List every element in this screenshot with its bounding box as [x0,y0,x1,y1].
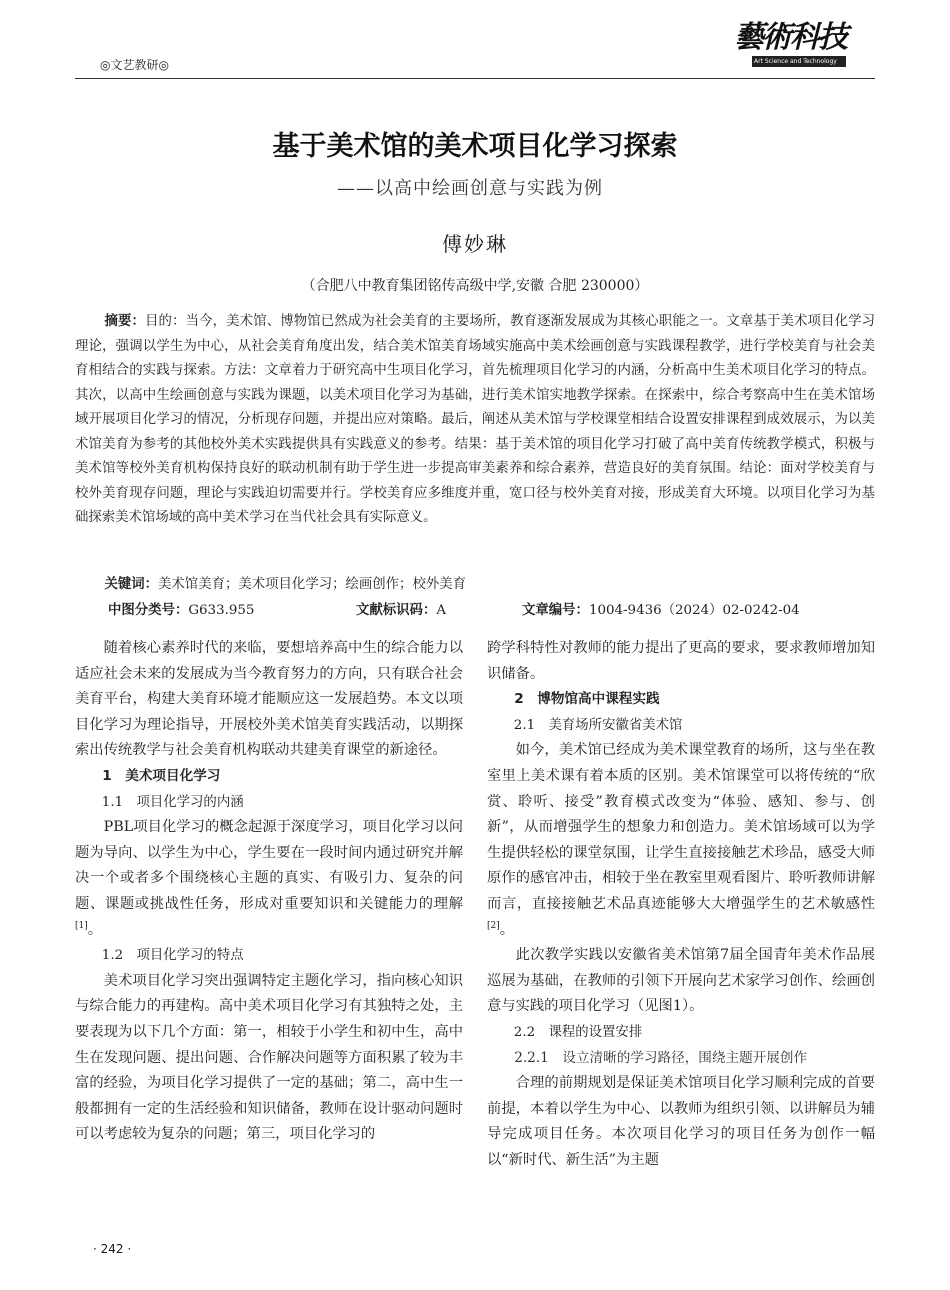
citation: [1] [75,920,88,931]
section-heading: 1 美术项目化学习 [102,767,221,784]
header-divider [75,78,875,79]
paragraph: 随着核心素养时代的来临，要想培养高中生的综合能力以适应社会未来的发展成为当今教育努力的方向，只有联合社会美育平台，构建大美育环境才能顺应这一发展趋势。本文以项目化学习为理论指导，开展校外美术馆美育实践活动，以期探索出传统教学与社会美育机构联动共建美育课堂的新途径。 [75,640,463,759]
journal-logo [734,22,846,70]
keywords [75,573,875,592]
clc-label: 中图分类号： [108,603,189,618]
clc-value: G633.955 [188,603,255,618]
section-heading: 2 博物馆高中课程实践 [514,691,660,708]
paragraph-text: PBL项目化学习的概念起源于深度学习，项目化学习以问题为导向、以学生为中心，学生要在一段时间内通过研究并解决一个或者多个围绕核心主题的真实、有吸引力、复杂的问题、课题或挑战性任务，形成对重要知识和关键能力的理解 [75,819,463,912]
document-code [356,599,446,618]
clc-number [108,599,254,618]
article-number-label: 文章编号： [522,603,589,618]
author-name: 傅妙琳 [442,232,508,256]
paragraph-text: 如今，美术馆已经成为美术课堂教育的场所，这与坐在教室里上美术课有着本质的区别。美术馆课堂可以将传统的“欣赏、聆听、接受”教育模式改变为“体验、感知、参与、创新”，从而增强学生的想象力和创造力。美术馆场域可以为学生提供轻松的课堂氛围，让学生直接接触艺术珍品，感受大师原作的感官冲击，相较于坐在教室里观看图片、聆听教师讲解而言，直接接触艺术品真迹能够大大增强学生的艺术敏感性 [487,742,875,912]
article-subtitle: ——以高中绘画创意与实践为例 [337,178,603,199]
subsubsection-heading: 2.2.1 设立清晰的学习路径，围绕主题开展创作 [514,1049,808,1066]
body-left-column [75,636,463,1148]
logo-text: 藝術科技 [734,20,846,55]
subsection-heading: 2.2 课程的设置安排 [513,1024,643,1040]
paragraph-end: 。 [499,921,515,938]
keywords-text: 美术馆美育；美术项目化学习；绘画创作；校外美育 [158,577,467,592]
body-right-column [487,636,875,1173]
article-title: 基于美术馆的美术项目化学习探索 [272,131,678,162]
subsection-heading: 1.2 项目化学习的特点 [101,948,244,964]
paragraph: 美术项目化学习突出强调特定主题化学习，指向核心知识与综合能力的再建构。高中美术项目化学习有其独特之处，主要表现为以下几个方面：第一，相较于小学生和初中生，高中生在发现问题、提出问题、合作解决问题等方面积累了较为丰富的经验，为项目化学习提供了一定的基础；第二，高中生一般都拥有一定的生活经验和知识储备，教师在设计驱动问题时可以考虑较为复杂的问题；第三，项目化学习的 [75,972,463,1143]
doc-label: 文献标识码： [356,603,437,618]
abstract-text: 目的：当今，美术馆、博物馆已然成为社会美育的主要场所，教育逐渐发展成为其核心职能之一。文章基于美术项目化学习理论，强调以学生为中心，从社会美育角度出发，结合美术馆美育场域实施高中美术绘画创意与实践课程教学，进行学校美育与社会美育相结合的实践与探索。方法：文章着力于研究高中生项目化学习，首先梳理项目化学习的内涵，分析高中生美术项目化学习的特点。其次，以高中生绘画创意与实践为课题，以美术项目化学习为基础，进行美术馆实地教学探索。在探索中，综合考察高中生在美术馆场域开展项目化学习的情况，分析现存问题，并提出应对策略。最后，阐述从美术馆与学校课堂相结合设置安排课程到成效展示，为以美术馆美育为参考的其他校外美术实践提供具有实践意义的参考。结果：基于美术馆的项目化学习打破了高中美育传统教学模式，积极与美术馆等校外美育机构保持良好的联动机制有助于学生进一步提高审美素养和综合素养，营造良好的美育氛围。结论：面对学校美育与校外美育现存问题，理论与实践迫切需要并行。学校美育应多维度并重，宽口径与校外美育对接，形成美育大环境。以项目化学习为基础探索美术馆场域的高中美术学习在当代社会具有实际意义。 [75,314,875,525]
article-number [522,599,800,618]
paragraph [487,738,875,943]
paragraph: 合理的前期规划是保证美术馆项目化学习顺利完成的首要前提，本着以学生为中心、以教师为组织引领、以讲解员为辅导完成项目任务。本次项目化学习的项目任务为创作一幅以“新时代、新生活”为主题 [487,1075,875,1168]
keywords-label: 关键词： [104,577,159,592]
article-number-value: 1004-9436（2024）02-0242-04 [588,603,800,618]
abstract [75,310,875,531]
subsection-heading: 1.1 项目化学习的内涵 [101,794,244,810]
abstract-label: 摘要： [104,314,146,329]
paragraph: 跨学科特性对教师的能力提出了更高的要求，要求教师增加知识储备。 [487,640,875,682]
citation: [2] [487,920,500,931]
page-number: · 242 · [93,1242,132,1256]
paragraph: 此次教学实践以安徽省美术馆第7届全国青年美术作品展巡展为基础，在教师的引领下开展向艺术家学习创作、绘画创意与实践的项目化学习（见图1）。 [487,947,875,1015]
paragraph [75,815,463,943]
author-affiliation: （合肥八中教育集团铭传高级中学,安徽 合肥 230000） [301,278,649,294]
subsection-heading: 2.1 美育场所安徽省美术馆 [513,717,683,733]
paragraph-end: 。 [87,921,103,938]
section-label: ◎文艺教研◎ [100,58,169,72]
logo-subtitle: Art Science and Technology [752,56,846,67]
doc-value: A [436,603,447,618]
